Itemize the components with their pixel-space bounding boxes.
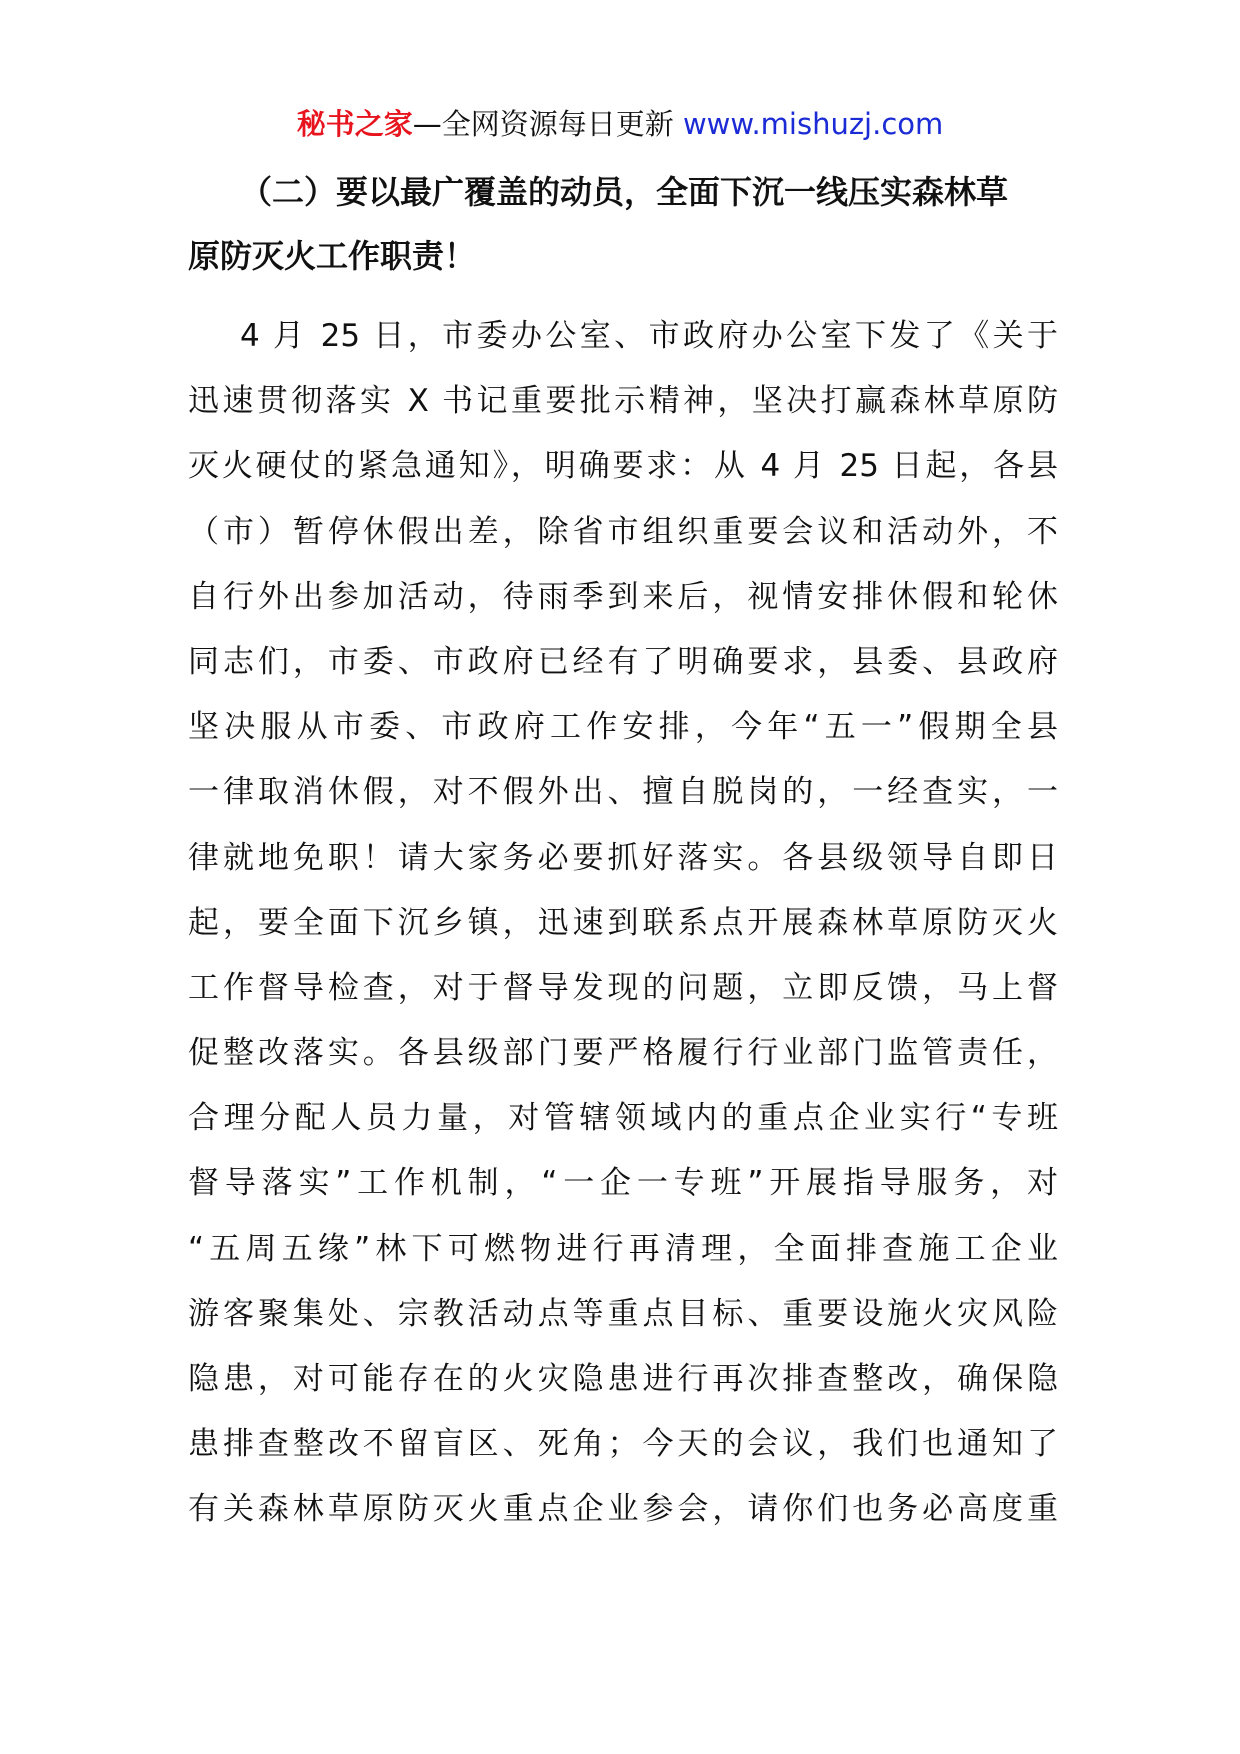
body-line: 一律取消休假，对不假外出、擅自脱岗的，一经查实，一: [188, 774, 1058, 811]
body-line: 患排查整改不留盲区、死角；今天的会议，我们也通知了: [188, 1426, 1058, 1463]
body-line: 同志们，市委、市政府已经有了明确要求，县委、县政府: [188, 643, 1058, 680]
body-line: 促整改落实。各县级部门要严格履行行业部门监管责任，: [188, 1035, 1058, 1072]
heading-line: （二）要以最广覆盖的动员，全面下沉一线压实森林草: [240, 173, 1009, 211]
body-line: 有关森林草原防灭火重点企业参会，请你们也务必高度重: [188, 1491, 1058, 1528]
body-line: （市）暂停休假出差，除省市组织重要会议和活动外，不: [188, 513, 1058, 550]
section-heading: [188, 160, 1058, 288]
header-url-link[interactable]: www.mishuzj.com: [682, 107, 944, 141]
body-line: 律就地免职！请大家务必要抓好落实。各县级领导自即日: [188, 839, 1058, 876]
body-paragraph: [188, 304, 1058, 1543]
heading-line: 原防灭火工作职责！: [188, 237, 477, 275]
brand-name: 秘书之家: [296, 107, 413, 141]
body-line: 起，要全面下沉乡镇，迅速到联系点开展森林草原防灭火: [188, 904, 1058, 941]
body-line: 隐患，对可能存在的火灾隐患进行再次排查整改，确保隐: [188, 1361, 1058, 1397]
body-line: 4 月 25 日，市委办公室、市政府办公室下发了《关于: [240, 318, 1058, 354]
body-line: 合理分配人员力量，对管辖领域内的重点企业实行“专班: [188, 1100, 1058, 1137]
body-line: 游客聚集处、宗教活动点等重点目标、重要设施火灾风险: [188, 1295, 1058, 1332]
body-line: 坚决服从市委、市政府工作安排，今年“五一”假期全县: [188, 709, 1058, 746]
body-line: 督导落实”工作机制，“一企一专班”开展指导服务，对: [188, 1165, 1058, 1202]
body-line: 迅速贯彻落实 X 书记重要批示精神，坚决打赢森林草原防: [188, 383, 1058, 420]
body-line: 自行外出参加活动，待雨季到来后，视情安排休假和轮休: [188, 578, 1058, 615]
header-tagline: —全网资源每日更新: [412, 107, 674, 141]
page-header: [0, 100, 1240, 148]
body-line: 工作督导检查，对于督导发现的问题，立即反馈，马上督: [188, 969, 1058, 1006]
body-line: 灭火硬仗的紧急通知》，明确要求：从 4 月 25 日起，各县: [188, 448, 1058, 485]
body-line: “五周五缘”林下可燃物进行再清理，全面排查施工企业: [188, 1230, 1058, 1267]
